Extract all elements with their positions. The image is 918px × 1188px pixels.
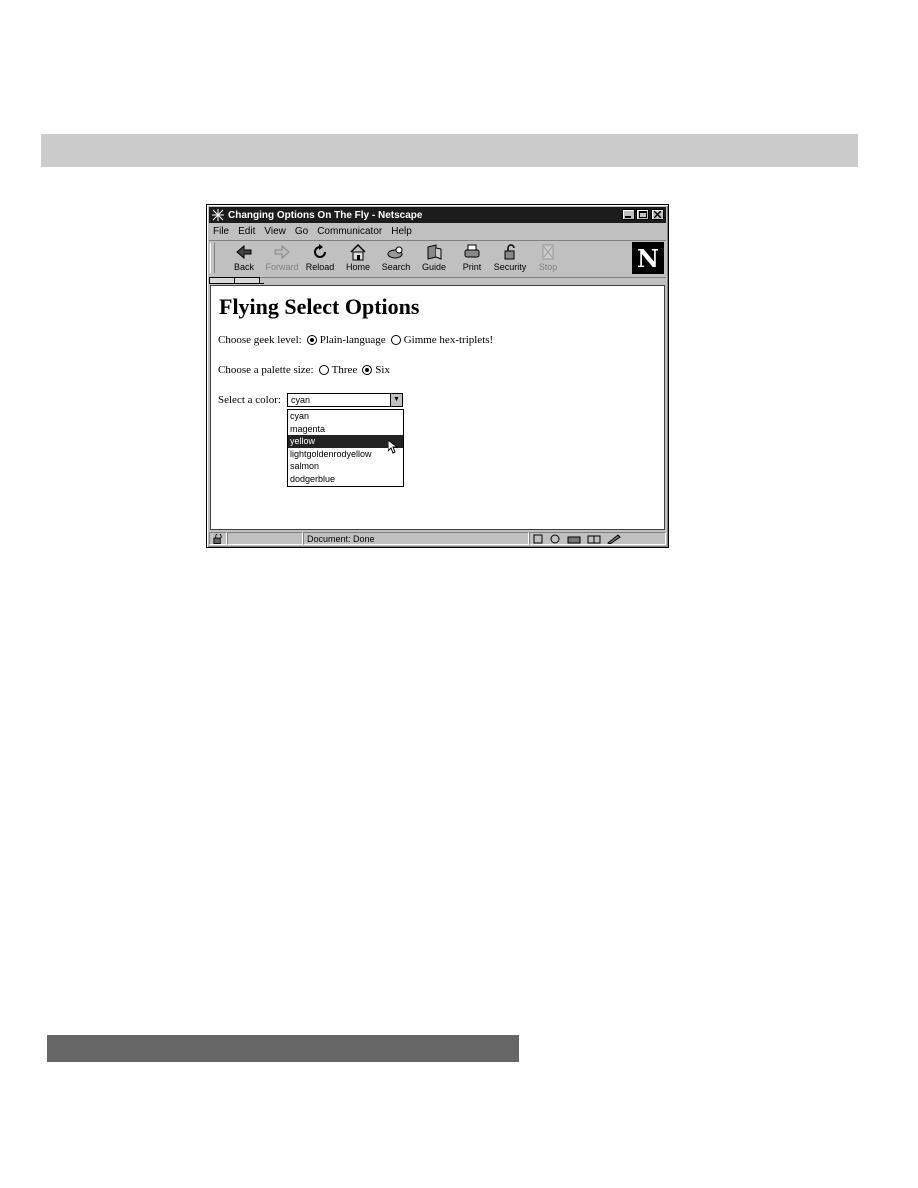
color-option-highlighted[interactable]: yellow <box>288 435 403 448</box>
palette-size-row <box>218 364 390 376</box>
status-bar <box>209 532 666 545</box>
component-bar <box>529 532 666 545</box>
lock-status-icon <box>213 534 223 544</box>
toolbar-grip[interactable] <box>210 243 215 273</box>
guide-label: Guide <box>421 262 447 272</box>
menu-go[interactable]: Go <box>294 225 309 237</box>
netscape-logo[interactable]: N <box>632 242 664 274</box>
palette-size-label: Choose a palette size: <box>218 364 314 376</box>
header-band <box>41 134 858 167</box>
color-option[interactable]: dodgerblue <box>290 473 336 484</box>
reload-button[interactable] <box>301 243 339 275</box>
stop-button[interactable] <box>529 243 567 275</box>
palette-three-label: Three <box>331 364 358 376</box>
home-button[interactable] <box>339 243 377 275</box>
search-icon <box>386 243 406 261</box>
security-status-cell[interactable] <box>209 532 227 545</box>
geek-level-label: Choose geek level: <box>218 334 302 346</box>
palette-three-radio[interactable] <box>319 365 329 375</box>
stop-label: Stop <box>538 262 558 272</box>
menu-help[interactable]: Help <box>391 225 412 237</box>
home-icon <box>348 243 368 261</box>
print-button[interactable] <box>453 243 491 275</box>
back-button[interactable] <box>225 243 263 275</box>
navigator-icon[interactable] <box>533 534 543 544</box>
menu-bar <box>209 224 666 238</box>
reload-icon <box>310 243 330 261</box>
menu-file[interactable]: File <box>213 225 230 237</box>
color-option[interactable]: magenta <box>290 423 326 434</box>
security-button[interactable] <box>491 243 529 275</box>
color-label: Select a color: <box>218 394 281 406</box>
security-label: Security <box>493 262 527 272</box>
reload-label: Reload <box>305 262 335 272</box>
close-button[interactable] <box>651 209 664 220</box>
plain-language-radio[interactable] <box>307 335 317 345</box>
navigation-toolbar <box>209 240 666 278</box>
composer-icon[interactable] <box>607 534 621 544</box>
printer-icon <box>462 243 482 261</box>
color-option[interactable]: cyan <box>290 411 310 421</box>
menu-view[interactable]: View <box>264 225 286 237</box>
page-content <box>210 285 665 530</box>
search-label: Search <box>381 262 411 272</box>
lock-icon <box>500 243 520 261</box>
plain-language-label: Plain-language <box>319 334 386 346</box>
color-option[interactable]: lightgoldenrodyellow <box>290 448 372 459</box>
status-text: Document: Done <box>307 533 375 544</box>
back-label: Back <box>233 262 254 272</box>
mouse-pointer-icon <box>388 440 398 454</box>
search-button[interactable] <box>377 243 415 275</box>
address-book-icon[interactable] <box>587 534 601 544</box>
progress-cell <box>227 532 303 545</box>
menu-edit[interactable]: Edit <box>238 225 256 237</box>
print-label: Print <box>462 262 482 272</box>
mail-icon[interactable] <box>549 534 561 544</box>
geek-level-row <box>218 334 493 346</box>
minimize-button[interactable] <box>622 209 635 220</box>
newsgroups-icon[interactable] <box>567 534 581 544</box>
page-heading: Flying Select Options <box>219 294 420 319</box>
dropdown-arrow-icon[interactable]: ▼ <box>390 394 402 406</box>
forward-label: Forward <box>265 262 299 272</box>
status-text-cell <box>303 532 529 545</box>
home-label: Home <box>345 262 370 272</box>
color-select[interactable] <box>287 393 403 407</box>
hex-triplets-radio[interactable] <box>391 335 401 345</box>
title-bar <box>209 207 666 223</box>
browser-window <box>206 204 669 548</box>
guide-icon <box>424 243 444 261</box>
back-arrow-icon <box>234 243 254 261</box>
menu-communicator[interactable]: Communicator <box>317 225 383 237</box>
palette-six-label: Six <box>375 364 390 376</box>
color-option[interactable]: salmon <box>290 461 320 471</box>
guide-button[interactable] <box>415 243 453 275</box>
color-row <box>218 394 281 406</box>
hex-triplets-label: Gimme hex-triplets! <box>403 334 494 346</box>
color-select-value: cyan <box>291 395 311 405</box>
color-dropdown-list <box>287 409 404 487</box>
footer-band <box>47 1035 519 1062</box>
forward-button[interactable] <box>263 243 301 275</box>
forward-arrow-icon <box>272 243 292 261</box>
window-title: Changing Options On The Fly - Netscape <box>228 209 423 221</box>
collapsed-toolbar-tabs[interactable] <box>209 277 264 284</box>
maximize-button[interactable] <box>636 209 649 220</box>
palette-six-radio[interactable] <box>362 365 372 375</box>
netscape-icon <box>211 208 225 222</box>
stop-icon <box>538 243 558 261</box>
